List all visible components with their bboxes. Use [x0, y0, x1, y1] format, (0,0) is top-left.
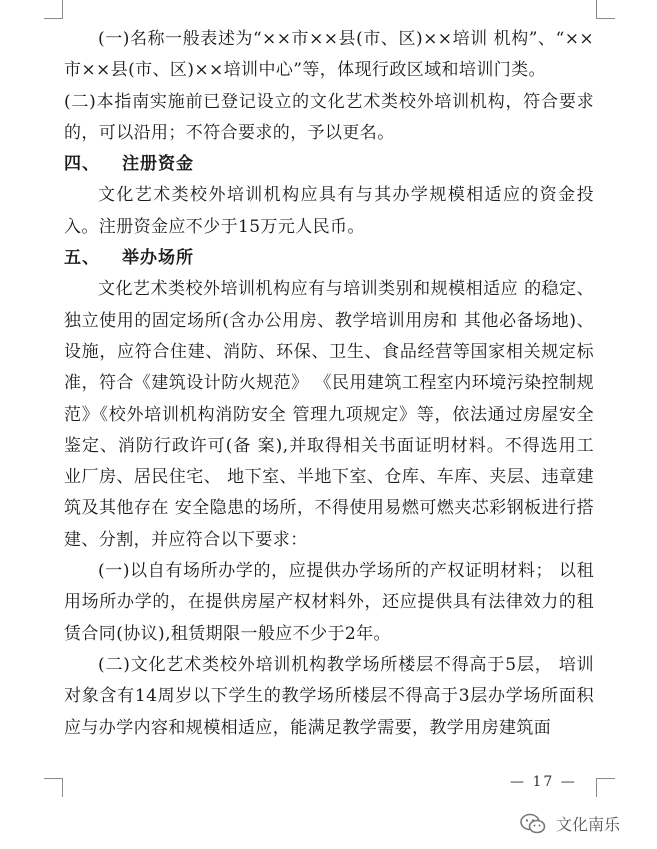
crop-mark-bottom-right [596, 778, 615, 797]
paragraph-premises: 文化艺术类校外培训机构应有与培训类别和规模相适应 的稳定、独立使用的固定场所(含办公用房、教学培训用房和 其他必备场地)、设施，应符合住建、消防、环保、卫生、食品经营等国家相关规定标准，符合《建筑设计防火规范》 《民用建筑工程室内环境污染控制规范》《校外培训机构消防安全 管理九项规定》等，依法通过房屋安全鉴定、消防行政许可(备 案),并取得相关书面证明材料。不得选用工业厂房、居民住宅、 地下室、半地下室、仓库、车库、夹层、违章建筑及其他存在 安全隐患的场所，不得使用易燃可燃夹芯彩钢板进行搭建、分割，并应符合以下要求： [64, 279, 594, 550]
page-number: — 17 — [510, 774, 577, 790]
wechat-watermark [520, 812, 620, 835]
section-heading-premises [64, 243, 594, 274]
crop-mark-top-right [596, 0, 615, 19]
paragraph-registered-capital: 文化艺术类校外培训机构应具有与其办学规模相适应的资金投入。注册资金应不少于15万元人民币。 [64, 185, 594, 237]
wechat-icon [520, 813, 546, 835]
crop-mark-bottom-left [44, 778, 63, 797]
section-heading-registered-capital [64, 149, 594, 180]
watermark-label: 文化南乐 [556, 815, 621, 834]
crop-mark-top-left [44, 0, 63, 19]
paragraph-premises-item-1: (一)以自有场所办学的，应提供办学场所的产权证明材料； 以租用场所办学的，在提供房屋产权材料外，还应提供具有法律效力的租赁合同(协议),租赁期限一般应不少于2年。 [64, 561, 594, 644]
section-title: 注册资金 [122, 154, 194, 175]
section-number: 五、 [64, 248, 100, 269]
paragraph-existing-institutions: (二)本指南实施前已登记设立的文化艺术类校外培训机构，符合要求的，可以沿用；不符合要求的，予以更名。 [64, 91, 594, 143]
section-title: 举办场所 [122, 248, 194, 269]
section-number: 四、 [64, 154, 100, 175]
paragraph-name-rule: (一)名称一般表述为“××市××县(市、区)××培训 机构”、“××市××县(市、区)××培训中心”等，体现行政区域和培训门类。 [64, 29, 594, 81]
paragraph-premises-item-2: (二)文化艺术类校外培训机构教学场所楼层不得高于5层， 培训对象含有14周岁以下学生的教学场所楼层不得高于3层办学场所面积应与办学内容和规模相适应，能满足教学需要，教学用房建筑面 [64, 654, 594, 738]
document-body [64, 24, 594, 744]
